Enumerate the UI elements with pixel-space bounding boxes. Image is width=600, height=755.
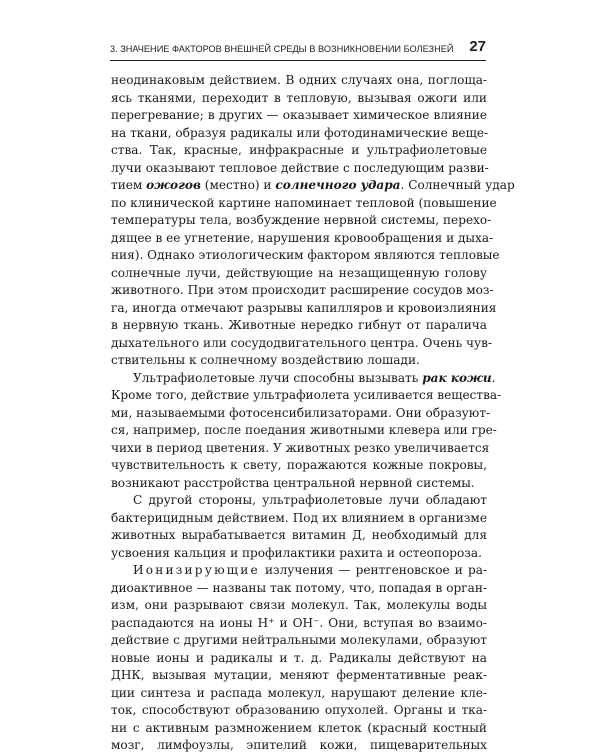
body-text — [111, 72, 515, 755]
text-line: ДНК, вызывая мутации, меняют ферментативные реак- — [111, 668, 487, 682]
text-line: бактерицидным действием. Под их влиянием в организме — [111, 510, 487, 525]
text-line: ции синтеза и распада молекул, нарушают деление кле- — [111, 685, 487, 700]
text-line: ствительны к солнечному воздействию лошади. — [111, 353, 420, 367]
chapter-title: 3. ЗНАЧЕНИЕ ФАКТОРОВ ВНЕШНЕЙ СРЕДЫ В ВОЗНИКНОВЕНИИ БОЛЕЗНЕЙ — [110, 44, 454, 54]
text-run: Ультрафиолетовые лучи способны вызывать — [133, 370, 423, 385]
text-line: перегревание; в других — оказывает химическое влияние — [111, 108, 487, 122]
text-run: (местно) и — [200, 178, 276, 192]
text-line: изм, они разрывают связи молекул. Так, молекулы воды — [111, 598, 487, 612]
emphasis-term: рак кожи — [422, 370, 492, 385]
text-line: новые ионы и радикалы и т. д. Радикалы действуют на — [111, 650, 487, 665]
text-line: неодинаковым действием. В одних случаях она, поглоща- — [111, 73, 487, 87]
text-line: ясь тканями, переходит в тепловую, вызывая ожоги или — [111, 90, 487, 105]
text-line: лучи оказывают тепловое действие с последующим разви- — [111, 160, 489, 175]
text-line: диоактивное — названы так потому, что, попадая в орган- — [111, 580, 487, 595]
text-line: Кроме того, действие ультрафиолета усиливается вещества- — [111, 388, 502, 402]
text-line: действие с другими нейтральными молекулами, образуют — [111, 633, 487, 647]
text-line: мозг, лимфоузлы, эпителий кожи, пищеварительных — [111, 738, 487, 752]
spaced-term: Ионизирующие — [133, 563, 260, 577]
emphasis-term: ожогов — [146, 178, 201, 192]
text-run: излучения — рентгеновское и ра- — [259, 563, 487, 577]
text-line: ства. Так, красные, инфракрасные и ультрафиолетовые — [111, 143, 487, 157]
text-line: возникают расстройства центральной нервной системы. — [111, 475, 475, 490]
text-line: дыхательного или сосудодвигательного центра. Очень чув- — [111, 335, 493, 350]
text-line: С другой стороны, ультрафиолетовые лучи обладают — [133, 493, 487, 507]
text-line: солнечные лучи, действующие на незащищенную голову — [111, 265, 487, 280]
text-run: . — [491, 370, 496, 385]
text-line: животного. При этом происходит расширение сосудов моз- — [111, 283, 494, 297]
text-line: температуры тела, возбуждение нервной системы, перехо- — [111, 213, 492, 227]
text-line: га, иногда отмечают разрывы капилляров и кровоизлияния — [111, 300, 497, 315]
text-line: по клинической картине напоминает тепловой (повышение — [111, 195, 497, 210]
text-line: животных вырабатывается витамин Д, необходимый для — [111, 528, 487, 542]
text-line: чихи в период цветения. У животных резко увеличивается — [111, 440, 490, 455]
text-line: ток, способствуют образованию опухолей. Органы и тка- — [111, 703, 487, 717]
text-line: ни с активным размножением клеток (красный костный — [111, 720, 487, 735]
text-line — [111, 562, 487, 580]
text-line: чувствительность к свету, поражаются кожные покровы, — [111, 458, 487, 472]
text-line: распадаются на ионы H⁺ и OH⁻. Они, вступая во взаимо- — [111, 615, 487, 630]
text-line: дящее в ее угнетение, нарушения кровообращения и дыха- — [111, 230, 494, 245]
text-line — [111, 370, 496, 388]
text-line: ния). Однако этиологическим фактором являются тепловые — [111, 248, 500, 262]
text-line — [111, 177, 515, 195]
emphasis-term: солнечного удара — [275, 178, 401, 192]
text-line: в нервную ткань. Животные нередко гибнут от паралича — [111, 318, 487, 332]
text-line: ми, называемыми фотосенсибилизаторами. Они образуют- — [111, 405, 491, 420]
text-line: ся, например, после поедания животными клевера или гре- — [111, 423, 497, 437]
text-line: усвоения кальция и профилактики рахита и остеопороза. — [111, 545, 482, 560]
text-run: . Солнечный удар — [400, 178, 515, 192]
text-run: тием — [111, 178, 147, 192]
text-line: на ткани, образуя радикалы или фотодинамические веще- — [111, 125, 489, 140]
running-header — [110, 38, 486, 61]
page-number: 27 — [469, 38, 486, 55]
